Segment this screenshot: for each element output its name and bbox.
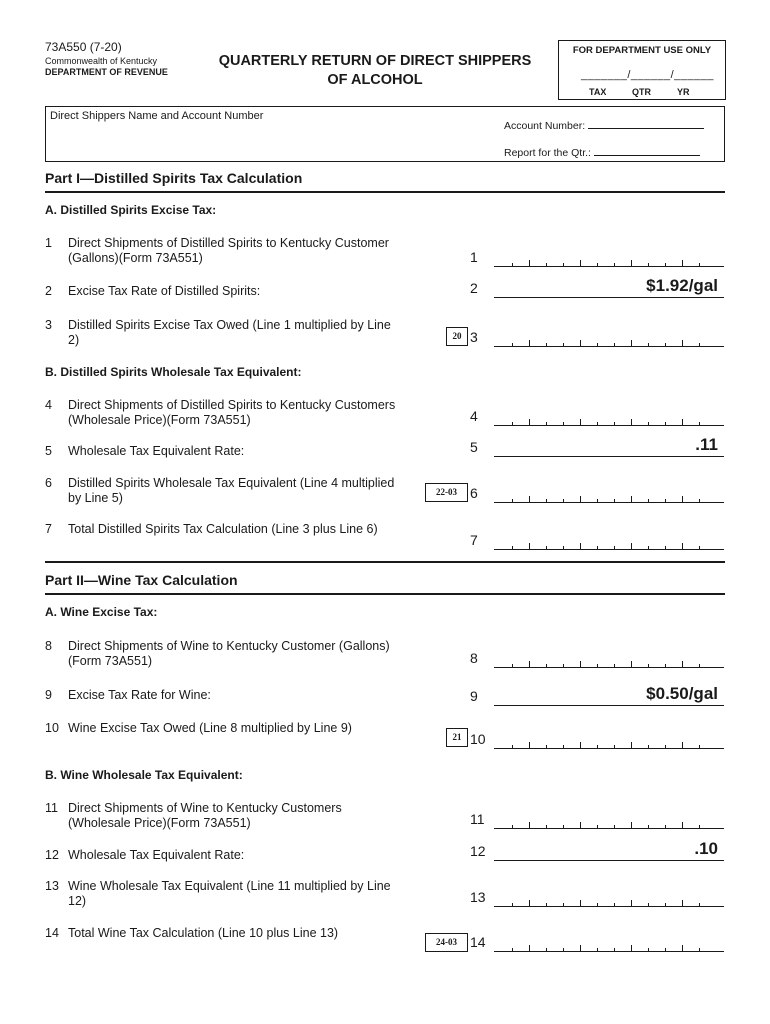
- commonwealth-label: Commonwealth of Kentucky: [45, 56, 158, 66]
- digit-tick: [665, 825, 666, 829]
- digit-tick: [665, 948, 666, 952]
- digit-tick: [631, 822, 632, 829]
- digit-tick: [682, 260, 683, 267]
- digit-tick: [631, 419, 632, 426]
- digit-tick: [665, 664, 666, 668]
- line-description: Total Distilled Spirits Tax Calculation (Line 3 plus Line 6): [68, 522, 378, 536]
- digit-tick: [529, 822, 530, 829]
- account-number-field[interactable]: [504, 118, 704, 132]
- shipper-info-box[interactable]: [45, 106, 725, 162]
- amount-field[interactable]: [494, 906, 724, 907]
- digit-tick: [563, 948, 564, 952]
- digit-tick: [512, 422, 513, 426]
- part2-section-a: A. Wine Excise Tax:: [45, 605, 158, 619]
- line-reference-number: 14: [470, 934, 486, 950]
- digit-tick: [512, 546, 513, 550]
- digit-tick: [546, 546, 547, 550]
- digit-tick: [648, 745, 649, 749]
- line-description: Excise Tax Rate of Distilled Spirits:: [68, 284, 261, 298]
- digit-tick: [546, 948, 547, 952]
- line-reference-number: 12: [470, 843, 486, 859]
- digit-tick: [614, 825, 615, 829]
- digit-tick: [546, 903, 547, 907]
- digit-tick: [546, 422, 547, 426]
- digit-tick: [563, 825, 564, 829]
- tax-code-box: 24-03: [425, 933, 468, 952]
- digit-tick: [597, 745, 598, 749]
- line-number: 11: [45, 801, 58, 815]
- department-use-heading: FOR DEPARTMENT USE ONLY: [572, 45, 712, 56]
- line-reference-number: 3: [470, 329, 478, 345]
- digit-tick: [682, 543, 683, 550]
- digit-tick: [512, 343, 513, 347]
- digit-tick: [614, 664, 615, 668]
- digit-tick: [563, 422, 564, 426]
- account-number-input[interactable]: [588, 118, 704, 129]
- line-number: 13: [45, 879, 59, 893]
- line-number: 5: [45, 444, 52, 458]
- digit-tick: [597, 343, 598, 347]
- digit-tick: [563, 343, 564, 347]
- digit-tick: [631, 496, 632, 503]
- report-quarter-field[interactable]: [504, 145, 700, 159]
- part2-section-b: B. Wine Wholesale Tax Equivalent:: [45, 768, 243, 782]
- digit-tick: [580, 900, 581, 907]
- digit-tick: [580, 822, 581, 829]
- line-reference-number: 11: [470, 811, 485, 827]
- digit-tick: [580, 419, 581, 426]
- line-number: 9: [45, 688, 52, 702]
- digit-tick: [597, 825, 598, 829]
- digit-tick: [631, 543, 632, 550]
- digit-tick: [665, 499, 666, 503]
- line-reference-number: 5: [470, 439, 478, 455]
- digit-tick: [648, 948, 649, 952]
- digit-tick: [648, 903, 649, 907]
- part1-section-b: B. Distilled Spirits Wholesale Tax Equivalent:: [45, 365, 302, 379]
- digit-tick: [699, 745, 700, 749]
- digit-tick: [597, 948, 598, 952]
- digit-tick: [682, 419, 683, 426]
- digit-tick: [665, 422, 666, 426]
- line-description: Wine Excise Tax Owed (Line 8 multiplied by Line 9): [68, 721, 352, 735]
- amount-field[interactable]: [494, 456, 724, 457]
- line-reference-number: 6: [470, 485, 478, 501]
- amount-field[interactable]: [494, 297, 724, 298]
- digit-tick: [580, 661, 581, 668]
- digit-tick: [699, 499, 700, 503]
- digit-tick: [614, 263, 615, 267]
- tax-code-box: 20: [446, 327, 468, 346]
- digit-tick: [631, 661, 632, 668]
- digit-tick: [546, 664, 547, 668]
- digit-tick: [648, 422, 649, 426]
- amount-field[interactable]: [494, 425, 724, 426]
- digit-tick: [631, 260, 632, 267]
- line-number: 7: [45, 522, 52, 536]
- tax-rate-value: $0.50/gal: [646, 684, 718, 703]
- digit-tick: [580, 260, 581, 267]
- report-quarter-label: Report for the Qtr.:: [504, 147, 591, 159]
- digit-tick: [682, 661, 683, 668]
- digit-tick: [512, 499, 513, 503]
- report-quarter-input[interactable]: [594, 145, 700, 156]
- digit-tick: [631, 340, 632, 347]
- digit-tick: [614, 745, 615, 749]
- digit-tick: [699, 664, 700, 668]
- digit-tick: [682, 900, 683, 907]
- digit-tick: [648, 263, 649, 267]
- qtr-label: QTR: [632, 87, 651, 97]
- line-description: Direct Shipments of Wine to Kentucky Customers (Wholesale Price)(Form 73A551): [68, 801, 342, 830]
- digit-tick: [682, 822, 683, 829]
- department-use-box: [558, 40, 726, 100]
- digit-tick: [614, 422, 615, 426]
- line-number: 3: [45, 318, 52, 332]
- amount-field[interactable]: [494, 266, 724, 267]
- part1-section-a: A. Distilled Spirits Excise Tax:: [45, 203, 217, 217]
- digit-tick: [665, 903, 666, 907]
- line-description: Distilled Spirits Excise Tax Owed (Line 1 multiplied by Line 2): [68, 318, 391, 347]
- line-reference-number: 4: [470, 408, 478, 424]
- line-number: 6: [45, 476, 52, 490]
- digit-tick: [580, 742, 581, 749]
- line-description: Distilled Spirits Wholesale Tax Equivalent (Line 4 multiplied by Line 5): [68, 476, 395, 505]
- part2-title: Part II—Wine Tax Calculation: [45, 572, 238, 588]
- digit-tick: [563, 499, 564, 503]
- digit-tick: [512, 948, 513, 952]
- digit-tick: [631, 945, 632, 952]
- part2-rule: [45, 593, 725, 595]
- digit-tick: [682, 945, 683, 952]
- digit-tick: [512, 745, 513, 749]
- digit-tick: [563, 263, 564, 267]
- digit-tick: [597, 546, 598, 550]
- digit-tick: [546, 745, 547, 749]
- digit-tick: [614, 343, 615, 347]
- line-reference-number: 1: [470, 249, 478, 265]
- account-number-label: Account Number:: [504, 120, 586, 132]
- digit-tick: [512, 664, 513, 668]
- line-number: 12: [45, 848, 59, 862]
- form-number: 73A550 (7-20): [45, 40, 122, 54]
- line-description: Excise Tax Rate for Wine:: [68, 688, 211, 702]
- digit-tick: [529, 661, 530, 668]
- tax-rate-value: .11: [695, 435, 718, 454]
- digit-tick: [546, 263, 547, 267]
- digit-tick: [529, 419, 530, 426]
- line-number: 1: [45, 236, 52, 250]
- digit-tick: [597, 422, 598, 426]
- amount-field[interactable]: [494, 860, 724, 861]
- digit-tick: [682, 742, 683, 749]
- digit-tick: [529, 742, 530, 749]
- digit-tick: [546, 343, 547, 347]
- line-number: 14: [45, 926, 59, 940]
- digit-tick: [597, 263, 598, 267]
- amount-field[interactable]: [494, 748, 724, 749]
- line-description: Wine Wholesale Tax Equivalent (Line 11 multiplied by Line 12): [68, 879, 391, 908]
- amount-field[interactable]: [494, 502, 724, 503]
- digit-tick: [580, 543, 581, 550]
- digit-tick: [614, 499, 615, 503]
- digit-tick: [648, 546, 649, 550]
- digit-tick: [699, 903, 700, 907]
- tax-rate-value: .10: [694, 839, 718, 858]
- digit-tick: [631, 742, 632, 749]
- tax-code-box: 22-03: [425, 483, 468, 502]
- amount-field[interactable]: [494, 828, 724, 829]
- digit-tick: [597, 903, 598, 907]
- digit-tick: [563, 664, 564, 668]
- digit-tick: [580, 945, 581, 952]
- digit-tick: [665, 263, 666, 267]
- department-label: DEPARTMENT OF REVENUE: [45, 67, 168, 77]
- digit-tick: [512, 825, 513, 829]
- digit-tick: [563, 546, 564, 550]
- line-description: Wholesale Tax Equivalent Rate:: [68, 848, 245, 862]
- line-reference-number: 8: [470, 650, 478, 666]
- digit-tick: [597, 499, 598, 503]
- digit-tick: [563, 903, 564, 907]
- digit-tick: [665, 343, 666, 347]
- digit-tick: [546, 499, 547, 503]
- digit-tick: [529, 496, 530, 503]
- amount-field[interactable]: [494, 667, 724, 668]
- line-reference-number: 13: [470, 889, 486, 905]
- form-title-line1: QUARTERLY RETURN OF DIRECT SHIPPERS: [218, 53, 532, 69]
- amount-field[interactable]: [494, 549, 724, 550]
- digit-tick: [699, 343, 700, 347]
- line-reference-number: 7: [470, 532, 478, 548]
- digit-tick: [699, 263, 700, 267]
- digit-tick: [699, 546, 700, 550]
- line-number: 10: [45, 721, 59, 735]
- part1-title: Part I—Distilled Spirits Tax Calculation: [45, 170, 303, 186]
- amount-field[interactable]: [494, 951, 724, 952]
- line-reference-number: 10: [470, 731, 486, 747]
- digit-tick: [512, 903, 513, 907]
- digit-tick: [648, 343, 649, 347]
- line-number: 2: [45, 284, 52, 298]
- department-use-blank[interactable]: _______/______/______: [581, 69, 714, 81]
- line-number: 4: [45, 398, 52, 412]
- line-description: Direct Shipments of Distilled Spirits to Kentucky Customer (Gallons)(Form 73A551): [68, 236, 389, 265]
- part1-end-rule: [45, 561, 725, 563]
- amount-field[interactable]: [494, 346, 724, 347]
- line-description: Direct Shipments of Distilled Spirits to Kentucky Customers (Wholesale Price)(Form 73A551): [68, 398, 396, 427]
- digit-tick: [682, 496, 683, 503]
- digit-tick: [699, 825, 700, 829]
- digit-tick: [682, 340, 683, 347]
- digit-tick: [614, 903, 615, 907]
- digit-tick: [648, 825, 649, 829]
- digit-tick: [580, 496, 581, 503]
- digit-tick: [614, 546, 615, 550]
- digit-tick: [665, 546, 666, 550]
- form-title: [205, 52, 545, 90]
- digit-tick: [631, 900, 632, 907]
- digit-tick: [597, 664, 598, 668]
- digit-tick: [614, 948, 615, 952]
- line-reference-number: 9: [470, 688, 478, 704]
- shipper-name-label: Direct Shippers Name and Account Number: [50, 110, 264, 122]
- line-description: Wholesale Tax Equivalent Rate:: [68, 444, 245, 458]
- digit-tick: [563, 745, 564, 749]
- digit-tick: [665, 745, 666, 749]
- digit-tick: [580, 340, 581, 347]
- digit-tick: [512, 263, 513, 267]
- digit-tick: [529, 260, 530, 267]
- digit-tick: [529, 900, 530, 907]
- digit-tick: [529, 945, 530, 952]
- line-reference-number: 2: [470, 280, 478, 296]
- part1-rule: [45, 191, 725, 193]
- form-title-line2: OF ALCOHOL: [327, 72, 423, 88]
- tax-label: TAX: [589, 87, 607, 97]
- amount-field[interactable]: [494, 705, 724, 706]
- tax-code-box: 21: [446, 728, 468, 747]
- digit-tick: [529, 340, 530, 347]
- yr-label: YR: [677, 87, 690, 97]
- line-description: Direct Shipments of Wine to Kentucky Customer (Gallons)(Form 73A551): [68, 639, 390, 668]
- digit-tick: [529, 543, 530, 550]
- tax-rate-value: $1.92/gal: [646, 276, 718, 295]
- line-number: 8: [45, 639, 52, 653]
- digit-tick: [699, 422, 700, 426]
- digit-tick: [648, 499, 649, 503]
- line-description: Total Wine Tax Calculation (Line 10 plus Line 13): [68, 926, 339, 940]
- digit-tick: [546, 825, 547, 829]
- digit-tick: [699, 948, 700, 952]
- digit-tick: [648, 664, 649, 668]
